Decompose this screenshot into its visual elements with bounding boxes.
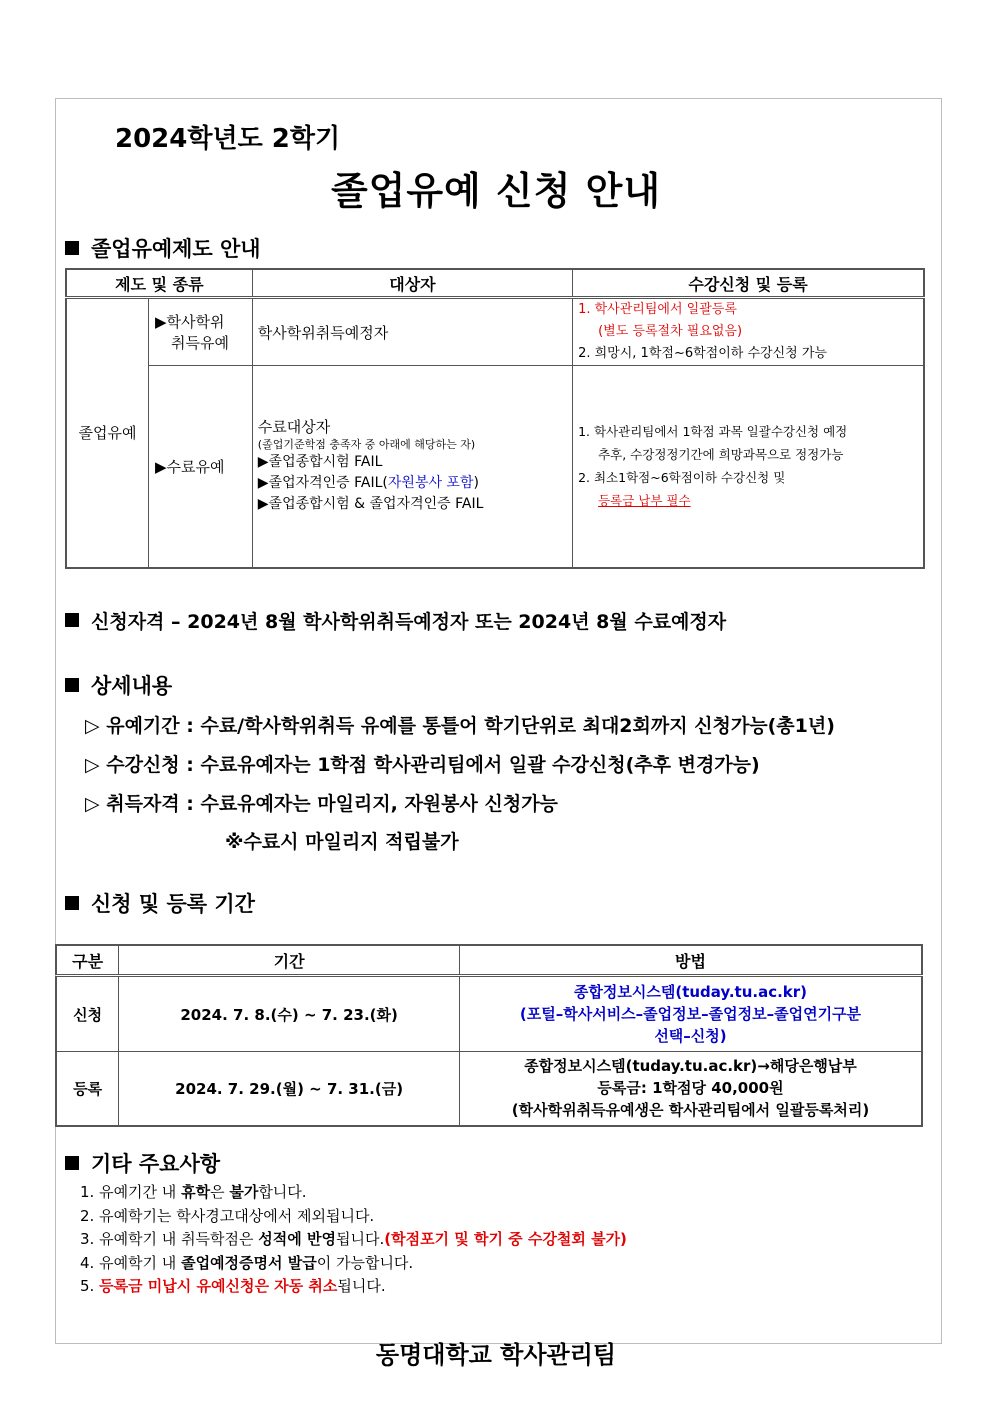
- method-text: 등록금: 1학점당 40,000원: [597, 1079, 784, 1098]
- reg-text: 2. 최소1학점~6학점이하 수강신청 및: [578, 470, 786, 486]
- column-header: 방법: [459, 945, 922, 976]
- category-cell: 졸업유예: [66, 298, 148, 568]
- note-text: 합니다.: [258, 1183, 307, 1201]
- note-item: [80, 1275, 627, 1299]
- square-bullet-icon: [65, 241, 79, 255]
- type-cell: [148, 298, 252, 366]
- note-item: [80, 1181, 627, 1205]
- note-item: [80, 1252, 627, 1276]
- target-cell: [252, 366, 572, 568]
- target-text: (졸업기준학점 충족자 중 아래에 해당하는 자): [257, 438, 476, 452]
- section-heading-details: [65, 670, 172, 700]
- page-title: 졸업유예 신청 안내: [330, 169, 662, 213]
- type-cell: 신청: [56, 976, 119, 1052]
- method-cell: [459, 1052, 922, 1126]
- period-table: [55, 944, 923, 1127]
- volunteer-highlight: 자원봉사 포함: [387, 475, 474, 492]
- note-text: 3. 유예학기 내 취득학점은: [80, 1230, 259, 1248]
- method-text: (학사학위취득유예생은 학사관리팀에서 일괄등록처리): [511, 1101, 870, 1120]
- reg-text: 2. 희망시, 1학점~6학점이하 수강신청 가능: [578, 346, 827, 361]
- table-row: [66, 366, 924, 568]
- square-bullet-icon: [65, 1156, 79, 1170]
- period-cell: 2024. 7. 29.(월) ~ 7. 31.(금): [119, 1052, 460, 1126]
- reg-text: (별도 등록절차 필요없음): [598, 324, 743, 339]
- table-header-row: [56, 945, 922, 976]
- note-bold: 불가: [229, 1183, 259, 1201]
- note-bold: 휴학: [181, 1183, 211, 1201]
- type-cell: 등록: [56, 1052, 119, 1126]
- table-header-row: [66, 269, 924, 298]
- note-text: 은: [210, 1183, 230, 1201]
- column-header: 대상자: [252, 269, 572, 298]
- column-header: 구분: [56, 945, 119, 976]
- type-label: 취득유예: [170, 334, 229, 352]
- note-bold: 성적에 반영: [258, 1230, 336, 1248]
- section-title: 졸업유예제도 안내: [91, 237, 261, 261]
- method-cell: [459, 976, 922, 1052]
- footer-organization: 동명대학교 학사관리팀: [375, 1341, 617, 1369]
- method-text: 종합정보시스템(tuday.tu.ac.kr)→해당은행납부: [524, 1057, 857, 1076]
- type-label: ▶학사학위: [154, 313, 225, 331]
- column-header: 제도 및 종류: [66, 269, 252, 298]
- target-text-part: ): [473, 475, 479, 492]
- section-heading-period: [65, 888, 255, 918]
- note-text: 4. 유예학기 내: [80, 1253, 182, 1272]
- detail-item: ▷ 유예기간 : 수료/학사학위취득 유예를 통틀어 학기단위로 최대2회까지 신청가능(총1년): [85, 715, 835, 737]
- method-text: 종합정보시스템(tuday.tu.ac.kr): [573, 983, 808, 1001]
- square-bullet-icon: [65, 678, 79, 692]
- detail-item: ▷ 수강신청 : 수료유예자는 1학점 학사관리팀에서 일괄 수강신청(추후 변경가능): [85, 754, 760, 776]
- note-text: 됩니다.: [337, 1277, 386, 1295]
- section-title: 상세내용: [91, 674, 173, 698]
- note-bold: 졸업예정증명서 발급: [181, 1253, 317, 1272]
- reg-text: 1. 학사관리팀에서 일괄등록: [578, 302, 737, 317]
- system-table: [65, 268, 925, 569]
- note-text: 이 가능합니다.: [316, 1253, 414, 1272]
- registration-cell: [573, 366, 924, 568]
- column-header: 수강신청 및 등록: [573, 269, 924, 298]
- detail-note: ※수료시 마일리지 적립불가: [225, 831, 459, 853]
- section-title: 신청 및 등록 기간: [91, 892, 255, 916]
- column-header: 기간: [119, 945, 460, 976]
- note-text: 5.: [80, 1277, 100, 1295]
- note-text: 1. 유예기간 내: [80, 1183, 182, 1201]
- section-heading-system: [65, 233, 261, 263]
- section-heading-eligibility: [65, 607, 726, 634]
- target-text-part: ▶졸업자격인증 FAIL(: [257, 475, 388, 492]
- reg-text: 1. 학사관리팀에서 1학점 과목 일괄수강신청 예정: [578, 424, 848, 440]
- note-text: 됩니다.: [335, 1230, 385, 1248]
- section-title: 신청자격 – 2024년 8월 학사학위취득예정자 또는 2024년 8월 수료예정자: [91, 611, 727, 633]
- section-title: 기타 주요사항: [91, 1152, 221, 1176]
- target-cell: 학사학위취득예정자: [252, 298, 572, 366]
- target-text: ▶졸업종합시험 & 졸업자격인증 FAIL: [257, 496, 484, 513]
- note-warning: 등록금 미납시 유예신청은 자동 취소: [99, 1277, 338, 1295]
- method-text: 선택–신청): [654, 1027, 727, 1045]
- reg-text: 추후, 수강정정기간에 희망과목으로 정정가능: [598, 447, 844, 463]
- note-warning: (학점포기 및 학기 중 수강철회 불가): [384, 1230, 627, 1248]
- detail-item: ▷ 취득자격 : 수료유예자는 마일리지, 자원봉사 신청가능: [85, 793, 558, 815]
- table-row: [56, 976, 922, 1052]
- section-heading-notes: [65, 1148, 220, 1178]
- square-bullet-icon: [65, 896, 79, 910]
- note-item: 2. 유예학기는 학사경고대상에서 제외됩니다.: [80, 1206, 375, 1225]
- table-row: [66, 298, 924, 366]
- page-subtitle: 2024학년도 2학기: [115, 124, 341, 154]
- target-text: [258, 473, 572, 494]
- square-bullet-icon: [65, 613, 79, 627]
- type-cell: ▶수료유예: [148, 366, 252, 568]
- tuition-required-text: 등록금 납부 필수: [598, 493, 691, 509]
- note-item: [80, 1228, 627, 1252]
- method-text: (포털–학사서비스–졸업정보–졸업정보–졸업연기구분: [519, 1005, 862, 1023]
- notes-list: [80, 1181, 627, 1299]
- target-text: ▶졸업종합시험 FAIL: [257, 454, 383, 471]
- target-text: 수료대상자: [257, 418, 331, 437]
- period-cell: 2024. 7. 8.(수) ~ 7. 23.(화): [119, 976, 460, 1052]
- table-row: [56, 1052, 922, 1126]
- registration-cell: [573, 298, 924, 366]
